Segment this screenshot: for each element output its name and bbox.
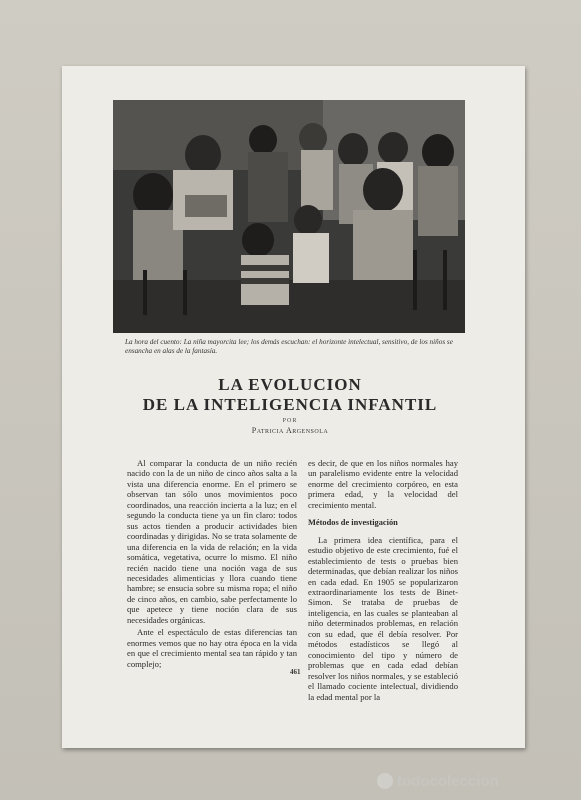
paragraph: La primera idea científica, para el estudio objetivo de este crecimiento, fué el establecimiento de tests o pruebas bien determinadas, que debían realizar los niños en cada edad. En 1905 se popularizaron extraordinariamente los tests de Binet-Simon. Se trataba de pruebas de inteligencia, en las cuales se planteaban al niño determinados problemas, en relación con su edad, que él debía resolver. Por métodos estadísticos se llegó al conocimiento del tipo y número de problemas que en cada edad debían resolver los niños normales, y se estableció el llamado cociente intelectual, dividiendo la edad mental por la bbox=[308, 534, 458, 702]
watermark-text: todocoleccion bbox=[397, 772, 499, 790]
photo-caption: La hora del cuento: La niña mayorcita lee; los demás escuchan: el horizonte intelectual, sensitivo, de los niños se ensancha en alas de la fantasía. bbox=[125, 338, 453, 355]
watermark bbox=[377, 770, 573, 792]
section-heading: Métodos de investigación bbox=[308, 518, 398, 528]
right-text-column bbox=[308, 458, 458, 704]
page-number: 461 bbox=[290, 668, 301, 676]
paragraph: Al comparar la conducta de un niño recién nacido con la de un niño de cinco años salta a la vista una diferencia enorme. En el primero se observan tan sólo unos movimientos poco coordinados, una reacción incierta a la luz; en el segundo la conducta tiene ya un fin claro: todos sus actos tienden a producir actividades bien coordinadas y dirigidas. No se trata solamente de una diferencia en la vida de relación; en la vida somática, vegetativa, ocurre lo mismo. El niño recién nacido tiene una noción vaga de sus necesidades alimenticias y llora cuando tiene hambre; se ensucia sobre su misma ropa; el niño de cinco años, en cambio, sabe perfectamente lo que apetece y tiene noción clara de sus necesidades orgánicas. bbox=[127, 458, 297, 625]
photo-illustration bbox=[113, 100, 465, 333]
paragraph: es decir, de que en los niños normales hay un paralelismo evidente entre la velocidad enorme del crecimiento corpóreo, en esta primera edad, y la velocidad del crecimiento mental. bbox=[308, 458, 458, 510]
author-name: Patricia Argensola bbox=[251, 426, 329, 435]
watermark-logo-icon bbox=[377, 773, 393, 789]
byline: POR bbox=[282, 418, 298, 424]
left-text-column bbox=[127, 458, 297, 671]
story-time-photo bbox=[113, 100, 465, 333]
title-line-1: LA EVOLUCION bbox=[218, 375, 362, 394]
title-line-2: DE LA INTELIGENCIA INFANTIL bbox=[142, 395, 438, 414]
article-title bbox=[120, 375, 460, 415]
paragraph: Ante el espectáculo de estas diferencias tan enormes vemos que no hay otra época en la vida en que el crecimiento mental sea tan rápido y tan complejo; bbox=[127, 627, 297, 669]
